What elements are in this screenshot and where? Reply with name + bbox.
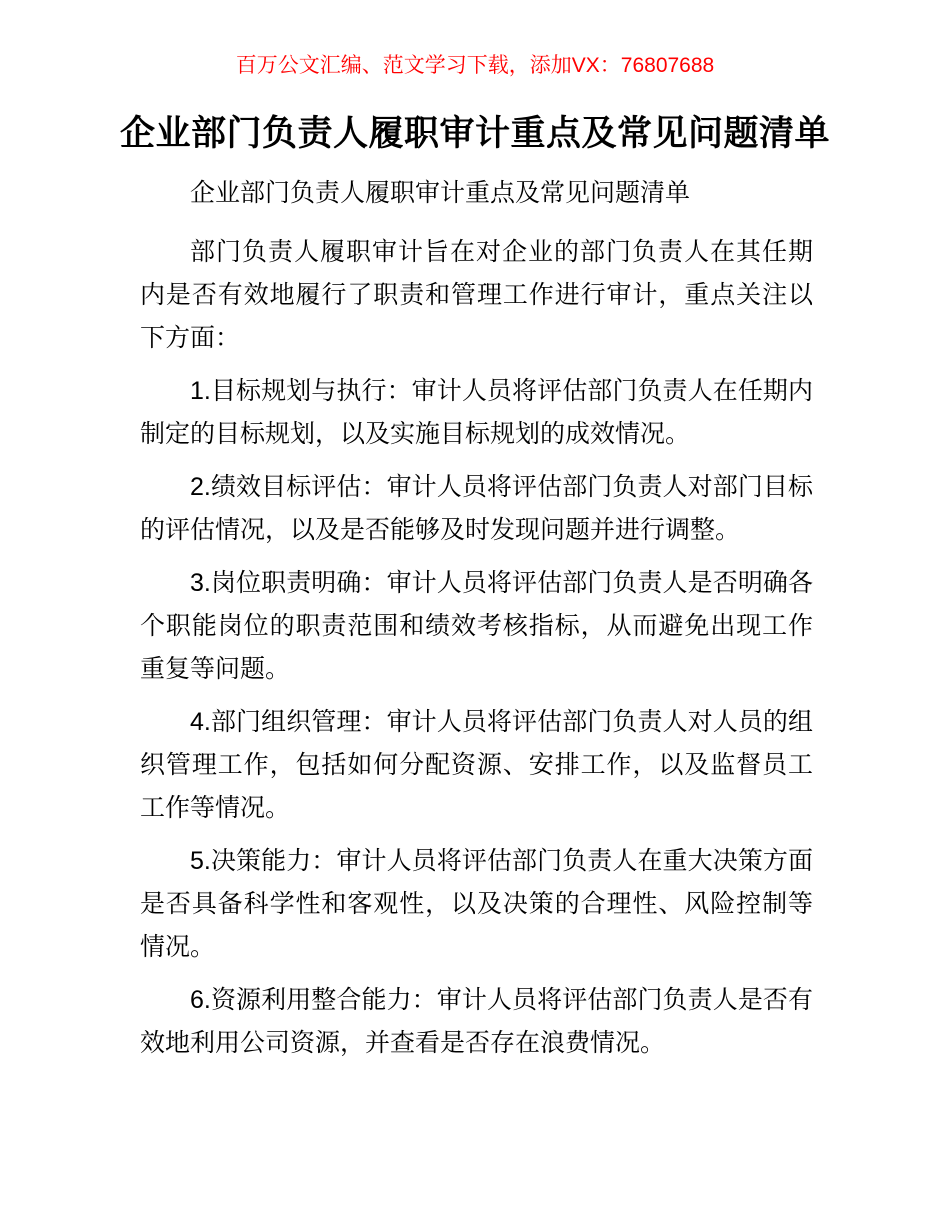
body-paragraph: 4.部门组织管理：审计人员将评估部门负责人对人员的组织管理工作，包括如何分配资源、安排工作，以及监督员工工作等情况。 [140,708,813,822]
document-title: 企业部门负责人履职审计重点及常见问题清单 [119,114,830,153]
document-subtitle: 企业部门负责人履职审计重点及常见问题清单 [190,179,691,207]
numbered-paragraphs [140,370,813,1065]
body-paragraph: 5.决策能力：审计人员将评估部门负责人在重大决策方面是否具备科学性和客观性，以及决策的合理性、风险控制等情况。 [140,847,813,961]
intro-paragraph: 部门负责人履职审计旨在对企业的部门负责人在其任期内是否有效地履行了职责和管理工作进行审计，重点关注以下方面： [140,238,813,352]
body-paragraph: 6.资源利用整合能力：审计人员将评估部门负责人是否有效地利用公司资源，并查看是否存在浪费情况。 [140,986,813,1057]
promo-banner: 百万公文汇编、范文学习下载，添加VX：76807688 [235,54,715,77]
document-body [140,172,813,1065]
body-paragraph: 1.目标规划与执行：审计人员将评估部门负责人在任期内制定的目标规划，以及实施目标规划的成效情况。 [140,377,813,448]
body-paragraph: 3.岗位职责明确：审计人员将评估部门负责人是否明确各个职能岗位的职责范围和绩效考核指标，从而避免出现工作重复等问题。 [140,569,813,683]
body-paragraph: 2.绩效目标评估：审计人员将评估部门负责人对部门目标的评估情况，以及是否能够及时发现问题并进行调整。 [140,473,813,544]
